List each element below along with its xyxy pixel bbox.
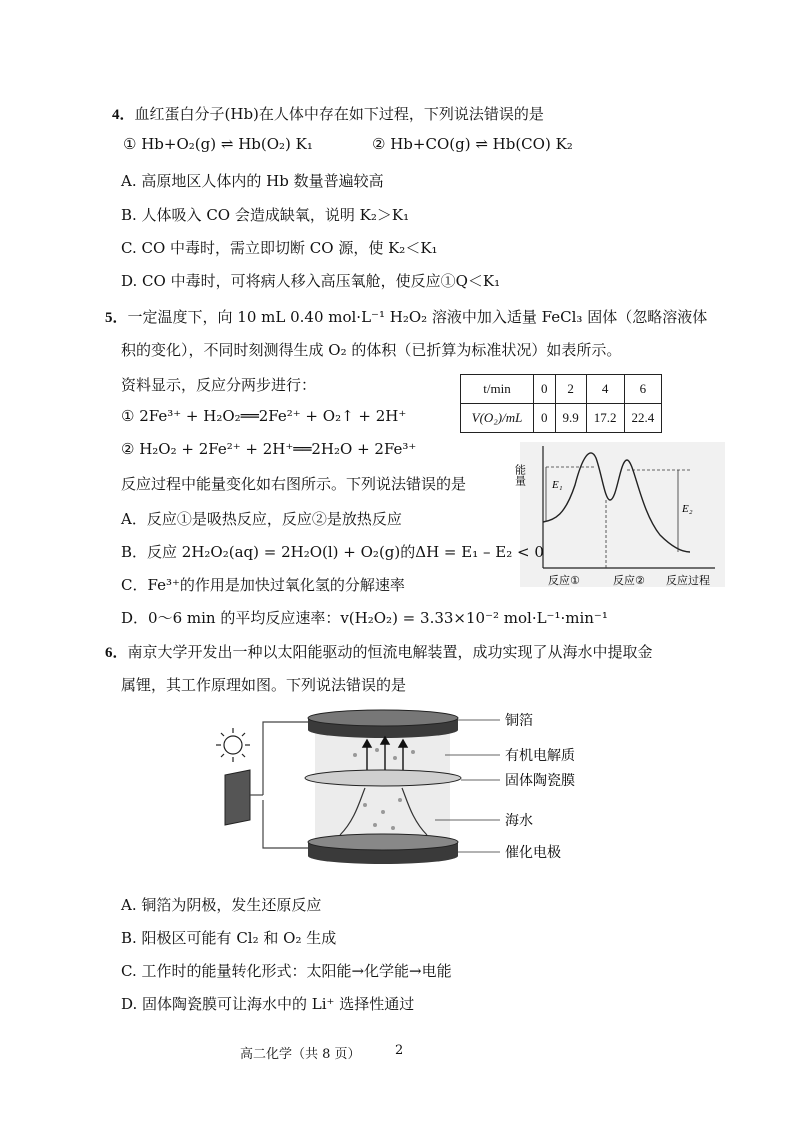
q4-option-c: C. CO 中毒时，需立即切断 CO 源，使 K₂＜K₁ [121,239,438,257]
table-cell: 17.2 [586,404,624,433]
q5-rate-table [460,374,662,433]
label-copper-foil: 铜箔 [505,713,533,729]
wire-top [263,722,310,795]
y-axis-label: 能量 [513,464,527,486]
q4-option-b: B. 人体吸入 CO 会造成缺氧，说明 K₂＞K₁ [121,206,410,224]
q5-step-2: ② H₂O₂ + 2Fe²⁺ + 2H⁺══2H₂O + 2Fe³⁺ [121,440,417,458]
e2-label: E₂ [682,503,693,515]
q5-stem-line2: 积的变化），不同时刻测得生成 O₂ 的体积（已折算为标准状况）如表所示。 [121,341,622,359]
q5-energy-diagram [510,440,730,590]
copper-foil-top [308,710,458,726]
table-cell: 2 [555,375,586,404]
q6-number: 6． [105,645,128,661]
q4-option-d: D. CO 中毒时，可将病人移入高压氧舱，使反应①Q＜K₁ [121,272,501,290]
footer-subject: 高二化学（共 8 页） [240,1047,361,1062]
q5-option-b: B．反应 2H₂O₂(aq) = 2H₂O(l) + O₂(g)的ΔH = E₁ – E₂ < 0 [121,543,544,561]
q5-option-c: C．Fe³⁺的作用是加快过氧化氢的分解速率 [121,576,405,594]
q6-electrolysis-diagram [205,700,625,880]
q4-stem-text: 血红蛋白分子(Hb)在人体中存在如下过程，下列说法错误的是 [134,105,544,123]
q4-reaction-2: ② Hb+CO(g) ⇌ Hb(CO) K₂ [372,135,573,153]
q5-step-1: ① 2Fe³⁺ + H₂O₂══2Fe²⁺ + O₂↑ + 2H⁺ [121,407,407,425]
q4-number: 4． [112,107,135,123]
wire-bottom [263,800,310,848]
q5-stem-text-1: 一定温度下，向 10 mL 0.40 mol·L⁻¹ H₂O₂ 溶液中加入适量 FeCl₃ 固体（忽略溶液体 [127,308,708,326]
q6-stem-line2: 属锂，其工作原理如图。下列说法错误的是 [121,676,407,694]
q4-option-a: A. 高原地区人体内的 Hb 数量普遍较高 [121,172,384,190]
label-catalytic-electrode: 催化电极 [505,845,561,861]
x-label-2: 反应② [613,574,645,587]
q5-option-d: D．0～6 min 的平均反应速率：v(H₂O₂) = 3.33×10⁻² mol·L⁻¹·min⁻¹ [121,609,608,627]
diagram-background [520,442,725,587]
table-header-label: t/min [461,375,534,404]
q6-stem-line1 [105,641,653,662]
label-organic-electrolyte: 有机电解质 [505,748,575,764]
table-cell: 4 [586,375,624,404]
sun-icon [216,728,250,762]
table-cell: 0 [534,404,556,433]
table-row-label: V(O₂)/mL [461,404,534,433]
table-cell: 6 [624,375,662,404]
catalytic-electrode-top [308,834,458,850]
q4-stem [112,103,544,124]
q5-stem-line1 [105,306,707,327]
q5-info: 资料显示，反应分两步进行： [121,376,317,394]
q5-number: 5． [105,310,128,326]
q6-option-d: D. 固体陶瓷膜可让海水中的 Li⁺ 选择性通过 [121,995,415,1013]
q5-option-a: A．反应①是吸热反应，反应②是放热反应 [121,510,402,528]
q5-energy-text: 反应过程中能量变化如右图所示。下列说法错误的是 [121,475,467,493]
x-label-1: 反应① [548,574,580,587]
x-label-3: 反应过程 [666,574,710,587]
table-cell: 0 [534,375,556,404]
table-row [461,375,662,404]
footer-page-number: 2 [395,1043,404,1058]
solar-panel-icon [225,770,250,825]
table-cell: 22.4 [624,404,662,433]
ceramic-membrane [305,770,461,786]
q6-option-b: B. 阳极区可能有 Cl₂ 和 O₂ 生成 [121,929,337,947]
label-seawater: 海水 [505,813,533,829]
table-row [461,404,662,433]
q4-reaction-1: ① Hb+O₂(g) ⇌ Hb(O₂) K₁ [123,135,313,153]
table-cell: 9.9 [555,404,586,433]
q6-option-a: A. 铜箔为阴极，发生还原反应 [121,896,322,914]
q6-option-c: C. 工作时的能量转化形式：太阳能→化学能→电能 [121,962,452,980]
q6-stem-text-1: 南京大学开发出一种以太阳能驱动的恒流电解装置，成功实现了从海水中提取金 [127,643,653,661]
e1-label: E₁ [552,479,563,491]
label-ceramic-membrane: 固体陶瓷膜 [505,773,575,789]
